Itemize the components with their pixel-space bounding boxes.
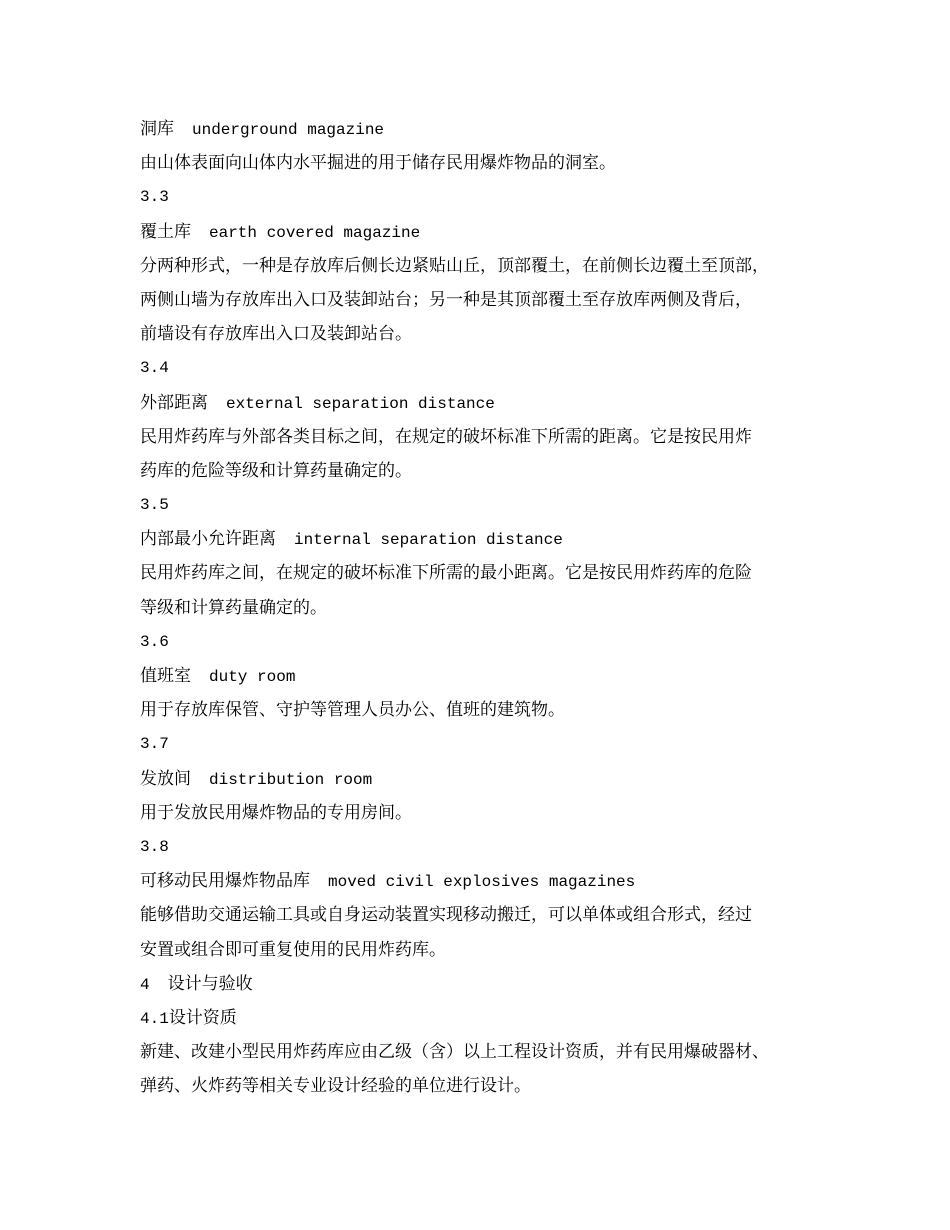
term-external-separation-distance bbox=[140, 386, 840, 420]
section-number: 3.3 bbox=[140, 188, 169, 207]
definition-line: 民用炸药库之间，在规定的破坏标准下所需的最小距离。它是按民用炸药库的危险 bbox=[140, 563, 752, 584]
section-number: 3.6 bbox=[140, 632, 169, 651]
definition-line: 能够借助交通运输工具或自身运动装置实现移动搬迁，可以单体或组合形式，经过 bbox=[140, 905, 752, 926]
definition-line: 安置或组合即可重复使用的民用炸药库。 bbox=[140, 939, 446, 960]
term-zh: 发放间 bbox=[140, 768, 191, 789]
body-paragraph-line: 弹药、火炸药等相关专业设计经验的单位进行设计。 bbox=[140, 1076, 531, 1097]
section-number: 3.8 bbox=[140, 837, 169, 856]
term-en: underground magazine bbox=[192, 121, 385, 139]
definition-line: 用于发放民用爆炸物品的专用房间。 bbox=[140, 802, 412, 823]
subsection-number: 4.1 bbox=[140, 1009, 169, 1028]
term-en: internal separation distance bbox=[294, 531, 563, 550]
chapter-number: 4 bbox=[140, 975, 150, 994]
term-duty-room bbox=[140, 659, 840, 693]
section-number: 3.4 bbox=[140, 359, 169, 378]
term-zh: 内部最小允许距离 bbox=[140, 529, 276, 550]
definition-line: 由山体表面向山体内水平掘进的用于储存民用爆炸物品的洞室。 bbox=[140, 153, 616, 174]
definition-line: 药库的危险等级和计算药量确定的。 bbox=[140, 460, 412, 481]
chapter-heading bbox=[140, 967, 840, 1001]
subsection-heading bbox=[140, 1001, 840, 1035]
definition-line: 等级和计算药量确定的。 bbox=[140, 597, 327, 618]
definition-line: 两侧山墙为存放库出入口及装卸站台；另一种是其顶部覆土至存放库两侧及背后， bbox=[140, 289, 752, 310]
term-earth-covered-magazine bbox=[140, 215, 840, 249]
document-body bbox=[140, 112, 840, 1103]
term-moved-explosives-magazines bbox=[140, 864, 840, 898]
term-zh: 洞库 bbox=[140, 119, 174, 139]
term-en: moved civil explosives magazines bbox=[328, 873, 636, 892]
definition-line: 民用炸药库与外部各类目标之间，在规定的破坏标准下所需的距离。它是按民用炸 bbox=[140, 426, 752, 447]
definition-line: 分两种形式，一种是存放库后侧长边紧贴山丘，顶部覆土，在前侧长边覆土至顶部， bbox=[140, 255, 769, 276]
chapter-title: 设计与验收 bbox=[167, 973, 253, 994]
term-distribution-room bbox=[140, 762, 840, 796]
definition-line: 前墙设有存放库出入口及装卸站台。 bbox=[140, 324, 412, 345]
term-zh: 外部距离 bbox=[140, 392, 208, 413]
term-en: external separation distance bbox=[226, 394, 495, 413]
term-internal-separation-distance bbox=[140, 522, 840, 556]
subsection-title: 设计资质 bbox=[168, 1007, 237, 1028]
definition-line: 用于存放库保管、守护等管理人员办公、值班的建筑物。 bbox=[140, 700, 565, 721]
term-en: earth covered magazine bbox=[209, 223, 421, 242]
term-en: distribution room bbox=[209, 770, 373, 789]
term-underground-magazine bbox=[140, 112, 840, 146]
term-zh: 覆土库 bbox=[140, 221, 191, 242]
section-number: 3.5 bbox=[140, 496, 169, 515]
term-zh: 可移动民用爆炸物品库 bbox=[140, 871, 310, 892]
term-en: duty room bbox=[209, 668, 296, 686]
term-zh: 值班室 bbox=[140, 666, 191, 686]
section-number: 3.7 bbox=[140, 735, 169, 754]
body-paragraph-line: 新建、改建小型民用炸药库应由乙级（含）以上工程设计资质，并有民用爆破器材、 bbox=[140, 1042, 769, 1063]
